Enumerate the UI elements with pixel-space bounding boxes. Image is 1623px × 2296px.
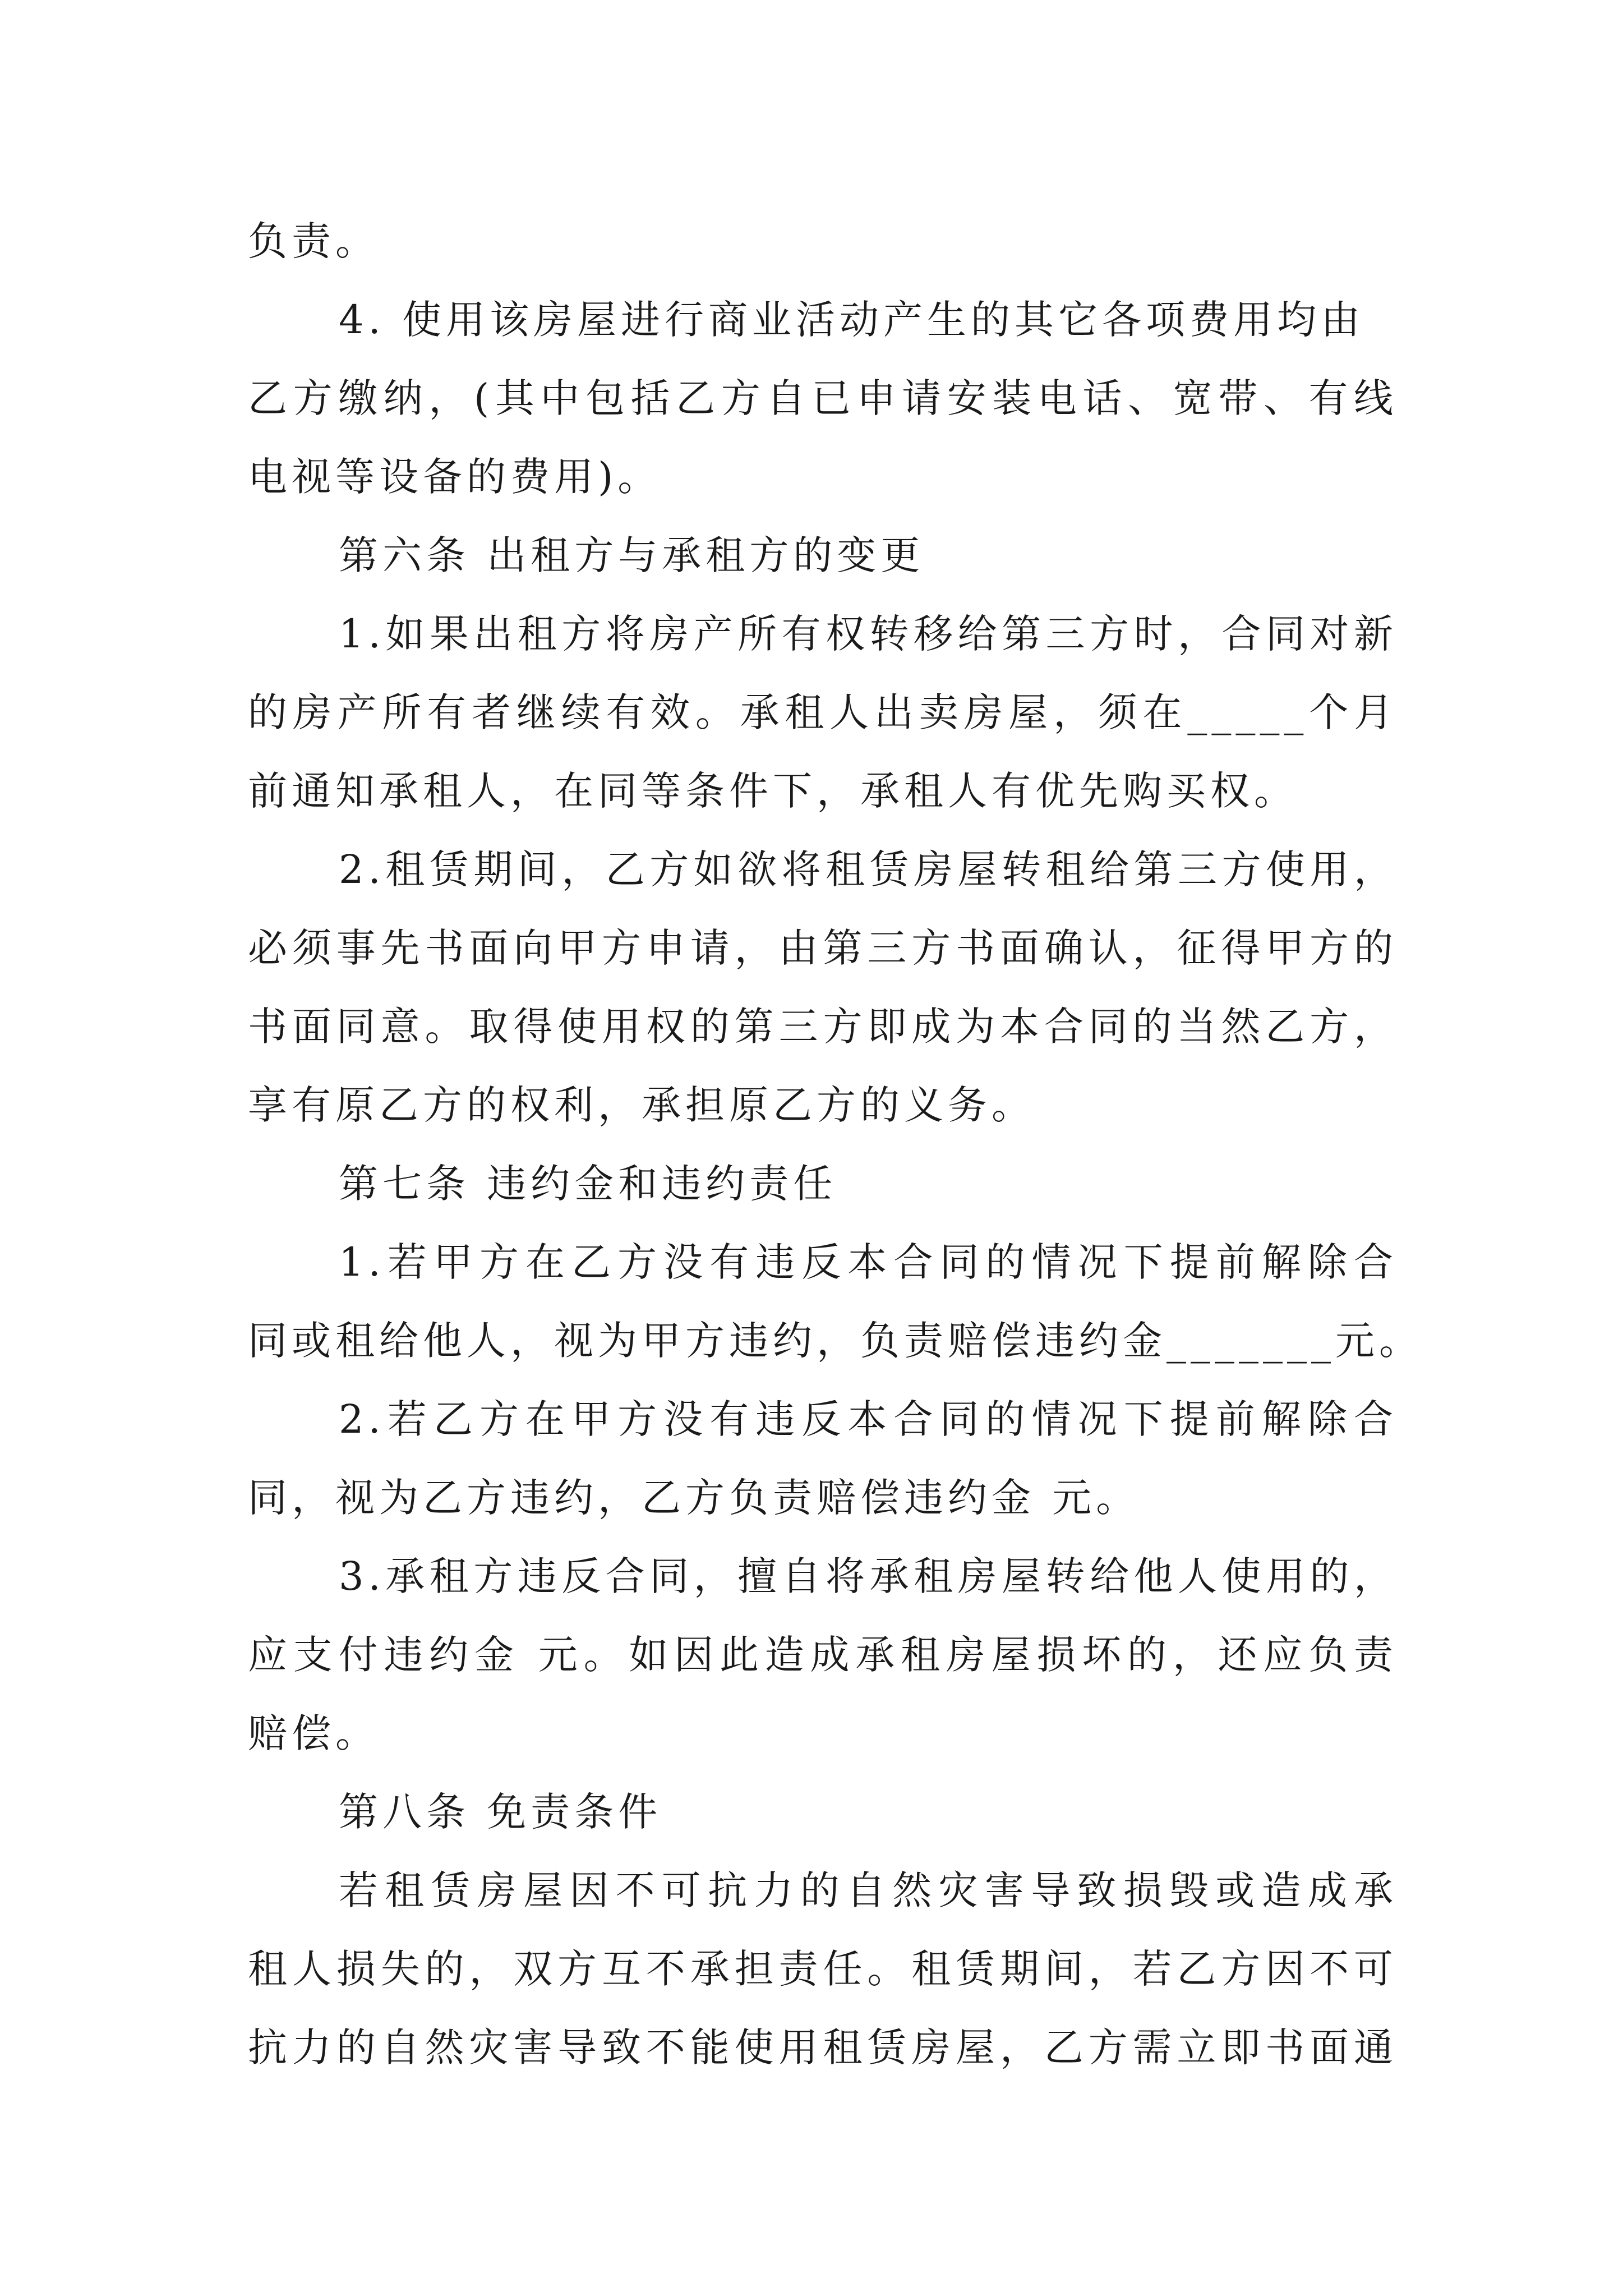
paragraph-line-14: 1.若甲方在乙方没有违反本合同的情况下提前解除合 [339, 1239, 1398, 1285]
paragraph-line-16: 2.若乙方在甲方没有违反本合同的情况下提前解除合 [339, 1396, 1398, 1442]
paragraph-line-4: 电视等设备的费用)。 [248, 454, 662, 500]
paragraph-line-9: 2.租赁期间，乙方如欲将租赁房屋转租给第三方使用， [339, 846, 1398, 892]
paragraph-line-7: 的房产所有者继续有效。承租人出卖房屋，须在_____个月 [248, 689, 1398, 735]
paragraph-line-22: 若租赁房屋因不可抗力的自然灾害导致损毁或造成承 [339, 1867, 1398, 1913]
paragraph-line-19: 应支付违约金 元。如因此造成承租房屋损坏的，还应负责 [248, 1632, 1398, 1678]
paragraph-line-17: 同，视为乙方违约，乙方负责赔偿违约金 元。 [248, 1475, 1140, 1521]
paragraph-line-15: 同或租给他人，视为甲方违约，负责赔偿违约金_______元。 [248, 1318, 1423, 1364]
article-6-heading: 第六条 出租方与承租方的变更 [339, 532, 925, 578]
paragraph-line-12: 享有原乙方的权利，承担原乙方的义务。 [248, 1082, 1035, 1128]
paragraph-line-8: 前通知承租人，在同等条件下，承租人有优先购买权。 [248, 768, 1298, 814]
paragraph-line-10: 必须事先书面向甲方申请，由第三方书面确认，征得甲方的 [248, 925, 1398, 971]
paragraph-line-3: 乙方缴纳，(其中包括乙方自已申请安装电话、宽带、有线 [248, 375, 1398, 421]
paragraph-line-1: 负责。 [248, 218, 379, 264]
paragraph-line-24: 抗力的自然灾害导致不能使用租赁房屋，乙方需立即书面通 [248, 2024, 1398, 2070]
paragraph-line-11: 书面同意。取得使用权的第三方即成为本合同的当然乙方， [248, 1004, 1398, 1050]
article-7-heading: 第七条 违约金和违约责任 [339, 1161, 837, 1207]
paragraph-line-18: 3.承租方违反合同，擅自将承租房屋转给他人使用的， [339, 1553, 1398, 1599]
paragraph-line-23: 租人损失的，双方互不承担责任。租赁期间，若乙方因不可 [248, 1946, 1398, 1992]
paragraph-line-20: 赔偿。 [248, 1710, 379, 1756]
paragraph-line-6: 1.如果出租方将房产所有权转移给第三方时，合同对新 [339, 611, 1398, 657]
paragraph-line-2: 4. 使用该房屋进行商业活动产生的其它各项费用均由 [339, 297, 1365, 343]
article-8-heading: 第八条 免责条件 [339, 1789, 662, 1835]
